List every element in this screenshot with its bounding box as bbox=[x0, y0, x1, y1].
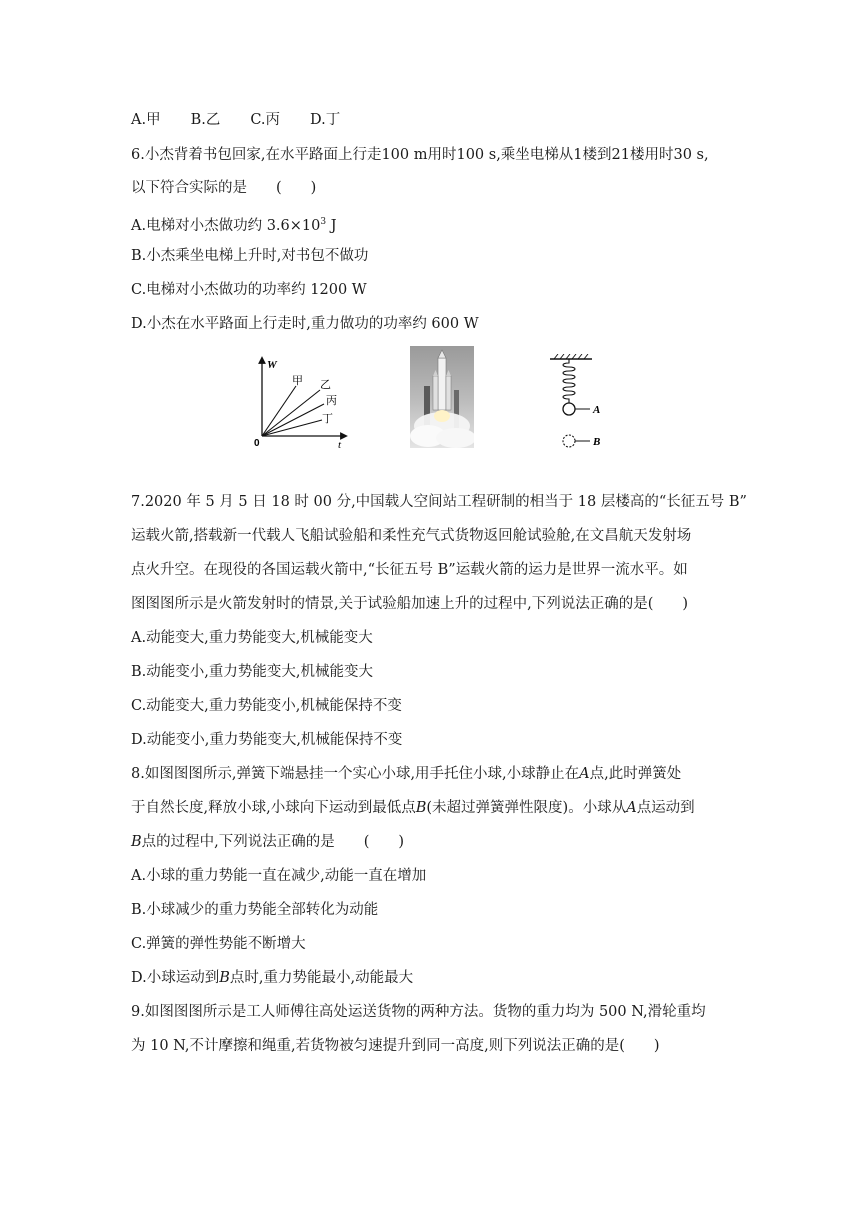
q7-option-a: A.动能变大,重力势能变大,机械能变大 bbox=[131, 630, 373, 646]
q6-option-a-exponent: 3 bbox=[320, 217, 327, 227]
q5-option-a: A.甲 bbox=[131, 112, 161, 128]
graph-line-label-yi: 乙 bbox=[320, 378, 331, 391]
q6-stem-line1: 6.小杰背着书包回家,在水平路面上行走100 m用时100 s,乘坐电梯从1楼到21楼用时30 s, bbox=[131, 147, 709, 163]
q8-line1-text: 8.如图图图所示,弹簧下端悬挂一个实心小球,用手托住小球,小球静止在 bbox=[131, 766, 580, 782]
q8-option-d-text: D.小球运动到 bbox=[131, 970, 220, 986]
q7-option-b: B.动能变小,重力势能变大,机械能变大 bbox=[131, 664, 373, 680]
graph-line-label-ding: 丁 bbox=[322, 412, 333, 425]
q8-option-c: C.弹簧的弹性势能不断增大 bbox=[131, 936, 306, 952]
q8-option-d-var: B bbox=[219, 970, 230, 986]
q5-option-d: D.丁 bbox=[310, 112, 341, 128]
q8-line1-rest: 点,此时弹簧处 bbox=[589, 766, 682, 782]
graph-origin-label: 0 bbox=[254, 438, 260, 449]
q8-line2-var: B bbox=[415, 800, 427, 816]
q9-stem-line1: 9.如图图图所示是工人师傅往高处运送货物的两种方法。货物的重力均为 500 N,滑轮重均 bbox=[131, 1004, 706, 1020]
q6-option-a bbox=[131, 212, 337, 236]
graph-line-yi bbox=[262, 390, 320, 436]
q8-line2-text: 于自然长度,释放小球,小球向下运动到最低点 bbox=[131, 800, 416, 816]
q8-option-a: A.小球的重力势能一直在减少,动能一直在增加 bbox=[131, 868, 427, 884]
q8-line2-var2: A bbox=[626, 800, 637, 816]
label-point-b: B bbox=[593, 436, 601, 448]
q9-stem-line2: 为 10 N,不计摩擦和绳重,若货物被匀速提升到同一高度,则下列说法正确的是( ) bbox=[131, 1038, 660, 1054]
label-point-a: A bbox=[593, 404, 601, 416]
q7-stem-line2: 运载火箭,搭载新一代载人飞船试验船和柔性充气式货物返回舱试验舱,在文昌航天发射场 bbox=[131, 528, 692, 544]
q6-option-d: D.小杰在水平路面上行走时,重力做功的功率约 600 W bbox=[131, 316, 479, 332]
q5-option-c: C.丙 bbox=[250, 112, 281, 128]
ball-at-a bbox=[563, 403, 575, 415]
q6-option-a-text: A.电梯对小杰做功约 3.6×10 bbox=[131, 217, 321, 234]
spring-ball-figure bbox=[548, 354, 620, 450]
q7-option-c: C.动能变大,重力势能变小,机械能保持不变 bbox=[131, 698, 402, 714]
q8-stem-line1 bbox=[131, 764, 681, 784]
ceiling-hatch bbox=[554, 354, 588, 359]
q8-line2-rest: 点运动到 bbox=[636, 800, 695, 816]
q8-option-d bbox=[131, 968, 413, 988]
q8-option-d-rest: 点时,重力势能最小,动能最大 bbox=[229, 970, 414, 986]
graph-line-label-jia: 甲 bbox=[292, 374, 303, 387]
q7-stem-line4: 图图图所示是火箭发射时的情景,关于试验船加速上升的过程中,下列说法正确的是( ) bbox=[131, 596, 689, 612]
q7-stem-line1: 7.2020 年 5 月 5 日 18 时 00 分,中国载人空间站工程研制的相当于 18 层楼高的“长征五号 B” bbox=[131, 494, 747, 510]
q8-line2-mid: (未超过弹簧弹性限度)。小球从 bbox=[426, 800, 627, 816]
q8-stem-line2 bbox=[131, 798, 695, 818]
graph-y-label: W bbox=[267, 359, 277, 371]
q7-option-d: D.动能变小,重力势能变大,机械能保持不变 bbox=[131, 732, 403, 748]
q8-stem-line3 bbox=[131, 832, 404, 852]
q6-option-a-unit: J bbox=[326, 217, 337, 234]
q8-option-b: B.小球减少的重力势能全部转化为动能 bbox=[131, 902, 379, 918]
q6-option-b: B.小杰乘坐电梯上升时,对书包不做功 bbox=[131, 248, 369, 264]
q6-stem-line2: 以下符合实际的是 ( ) bbox=[131, 180, 317, 196]
rocket-launch-photo bbox=[410, 346, 474, 448]
work-time-graph bbox=[250, 350, 350, 450]
graph-line-bing bbox=[262, 404, 324, 436]
q7-stem-line3: 点火升空。在现役的各国运载火箭中,“长征五号 B”运载火箭的运力是世界一流水平。如 bbox=[131, 562, 688, 578]
ball-at-b bbox=[563, 435, 575, 447]
graph-x-label: t bbox=[338, 439, 342, 450]
q8-line3-text: 点的过程中,下列说法正确的是 ( ) bbox=[141, 834, 405, 850]
q6-option-c: C.电梯对小杰做功的功率约 1200 W bbox=[131, 282, 367, 298]
q5-option-b: B.乙 bbox=[190, 112, 221, 128]
q8-line3-var: B bbox=[131, 834, 142, 850]
graph-line-label-bing: 丙 bbox=[326, 394, 337, 407]
q8-line1-var: A bbox=[579, 766, 590, 782]
q5-options bbox=[131, 110, 370, 130]
spring-coil bbox=[563, 359, 575, 403]
